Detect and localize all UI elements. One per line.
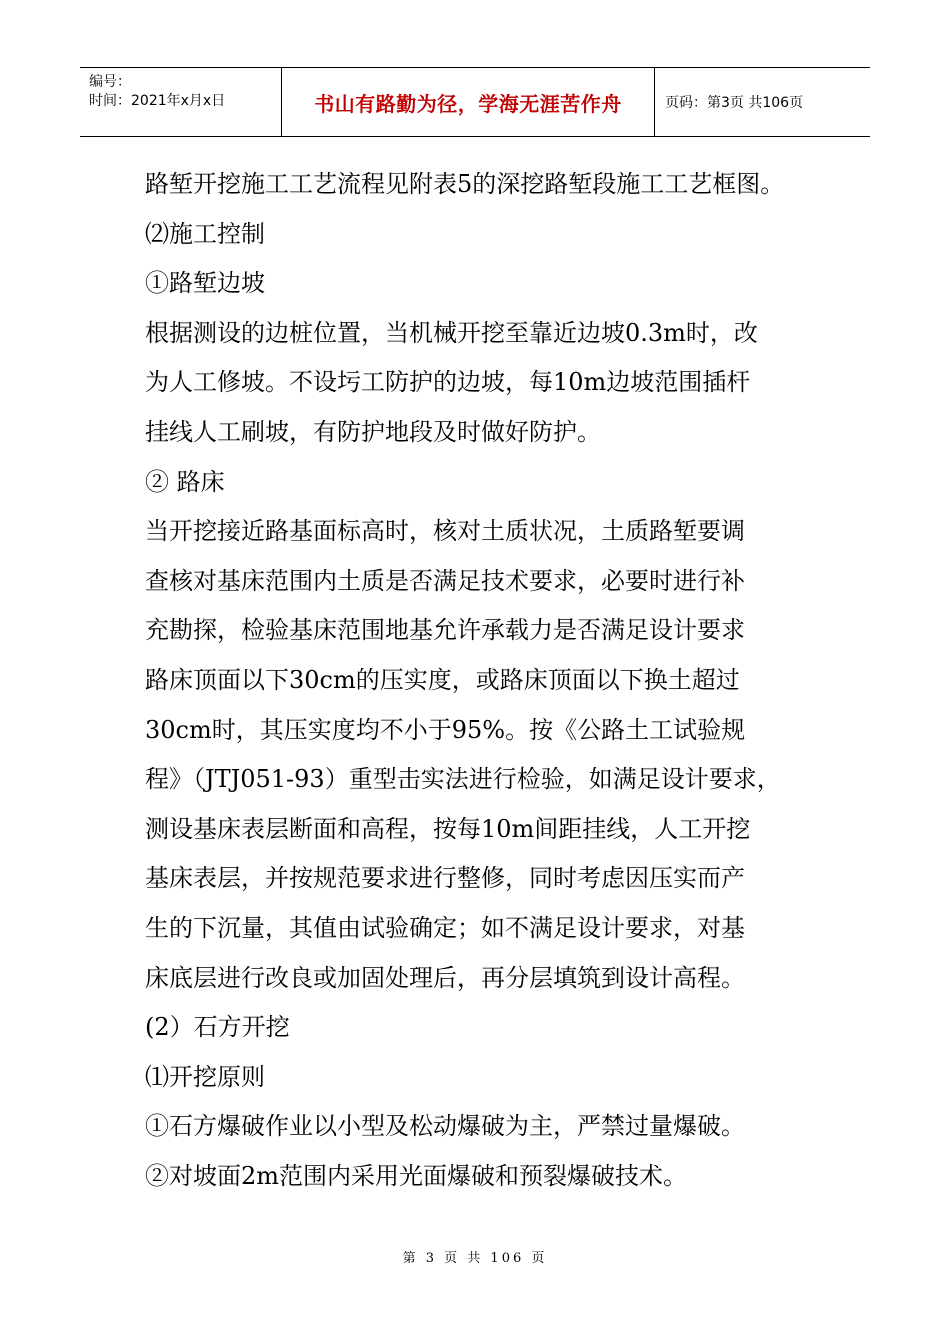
page-header xyxy=(80,67,870,137)
body-line: 路床顶面以下30cm的压实度，或路床顶面以下换土超过 xyxy=(145,665,740,694)
body-line: ①石方爆破作业以小型及松动爆破为主，严禁过量爆破。 xyxy=(145,1112,745,1141)
header-page-info-cell xyxy=(655,68,870,136)
header-page-info: 页码：第3页 共106页 xyxy=(665,95,804,111)
page-footer: 第 3 页 共 106 页 xyxy=(402,1251,548,1266)
body-line: 挂线人工刷坡，有防护地段及时做好防护。 xyxy=(145,417,601,446)
document-time-label: 时间：2021年x月x日 xyxy=(89,93,226,109)
body-line: 测设基床表层断面和高程，按每10m间距挂线，人工开挖 xyxy=(145,814,751,843)
subsection-heading: ② 路床 xyxy=(145,467,225,496)
body-line: ②对坡面2m范围内采用光面爆破和预裂爆破技术。 xyxy=(145,1161,688,1190)
document-number-label: 编号： xyxy=(89,74,131,90)
body-line: 30cm时，其压实度均不小于95%。按《公路土工试验规 xyxy=(145,715,746,744)
body-line: 程》（JTJ051-93）重型击实法进行检验，如满足设计要求， xyxy=(145,765,781,794)
body-line: 基床表层，并按规范要求进行整修，同时考虑因压实而产 xyxy=(145,864,745,893)
header-motto-cell xyxy=(282,68,655,136)
section-heading: ⑵施工控制 xyxy=(145,219,265,248)
header-motto: 书山有路勤为径，学海无涯苦作舟 xyxy=(314,91,622,116)
body-line: 生的下沉量，其值由试验确定；如不满足设计要求，对基 xyxy=(145,913,745,942)
header-meta xyxy=(80,68,282,136)
subsection-heading: ⑴开挖原则 xyxy=(145,1062,265,1091)
subsection-heading: ①路堑边坡 xyxy=(145,269,265,298)
body-line: 查核对基床范围内土质是否满足技术要求，必要时进行补 xyxy=(145,566,745,595)
body-line: 充勘探，检验基床范围地基允许承载力是否满足设计要求 xyxy=(145,616,745,645)
section-heading: (2）石方开挖 xyxy=(145,1013,290,1042)
body-line: 床底层进行改良或加固处理后，再分层填筑到设计高程。 xyxy=(145,963,745,992)
document-body xyxy=(145,160,845,1201)
body-line: 当开挖接近路基面标高时，核对土质状况，土质路堑要调 xyxy=(145,517,745,546)
body-line: 根据测设的边桩位置，当机械开挖至靠近边坡0.3m时，改 xyxy=(145,318,758,347)
body-line: 路堑开挖施工工艺流程见附表5的深挖路堑段施工工艺框图。 xyxy=(145,170,785,198)
body-line: 为人工修坡。不设圬工防护的边坡，每10m边坡范围插杆 xyxy=(145,368,751,397)
